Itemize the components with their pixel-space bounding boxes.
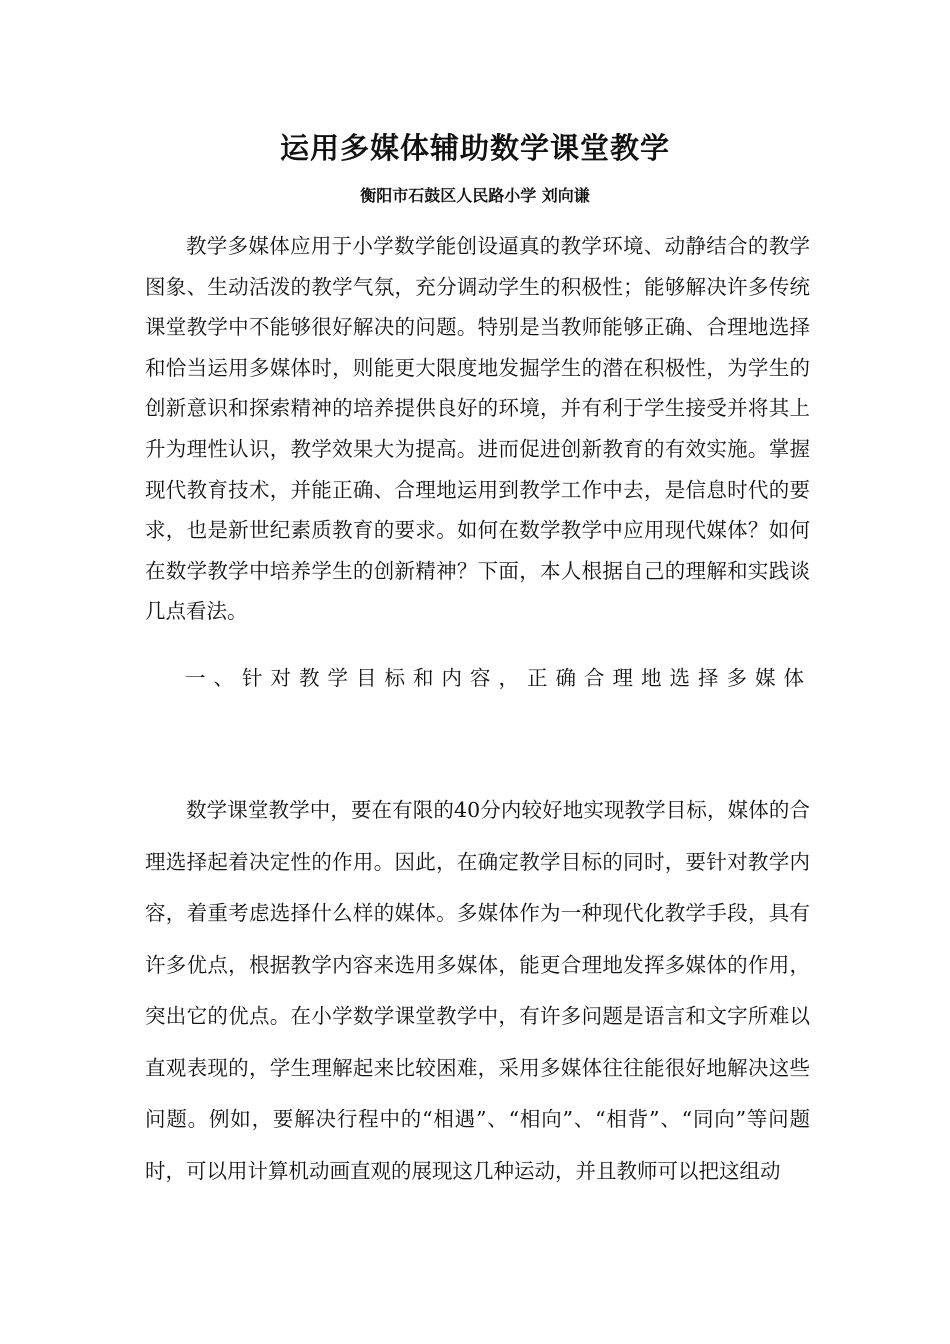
document-title: 运用多媒体辅助数学课堂教学 <box>279 131 670 165</box>
author-line: 衡阳市石鼓区人民路小学 刘向谦 <box>360 186 590 205</box>
intro-paragraph: 教学多媒体应用于小学数学能创设逼真的教学环境、动静结合的教学图象、生动活泼的教学气氛，充分调动学生的积极性；能够解决许多传统课堂教学中不能够很好解决的问题。特别是当教师能够正确、合理地选择和恰当运用多媒体时，则能更大限度地发掘学生的潜在积极性，为学生的创新意识和探索精神的培养提供良好的环境，并有利于学生接受并将其上升为理性认识，教学效果大为提高。进而促进创新教育的有效实施。掌握现代教育技术，并能正确、合理地运用到教学工作中去，是信息时代的要求，也是新世纪素质教育的要求。如何在数学教学中应用现代媒体？如何在数学教学中培养学生的创新精神？下面，本人根据自己的理解和实践谈几点看法。 <box>145 234 810 624</box>
section-paragraph: 数学课堂教学中，要在有限的40分内较好地实现教学目标，媒体的合理选择起着决定性的作用。因此，在确定教学目标的同时，要针对教学内容，着重考虑选择什么样的媒体。多媒体作为一种现代化教学手段，具有许多优点，根据教学内容来选用多媒体，能更合理地发挥多媒体的作用，突出它的优点。在小学数学课堂教学中，有许多问题是语言和文字所难以直观表现的，学生理解起来比较困难，采用多媒体往往能很好地解决这些问题。例如，要解决行程中的“相遇”、“相向”、“相背”、“同向”等问题时，可以用计算机动画直观的展现这几种运动，并且教师可以把这组动 <box>145 798 810 1183</box>
section-heading: 一、针对教学目标和内容，正确合理地选择多媒体 <box>185 666 812 690</box>
